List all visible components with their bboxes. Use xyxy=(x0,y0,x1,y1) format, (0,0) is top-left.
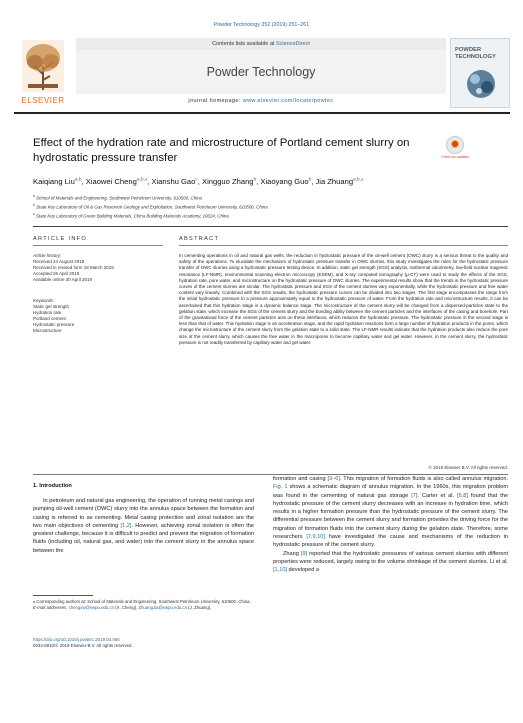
footnote-rule xyxy=(33,595,93,596)
contents-prefix: Contents lists available at xyxy=(212,41,276,47)
body-column-left xyxy=(33,497,254,555)
section-heading-introduction: 1. Introduction xyxy=(33,483,72,489)
masthead xyxy=(14,38,510,108)
history-line: Received 24 August 2018 xyxy=(33,258,85,264)
author-list: Kaiqiang Liu$^{a,b}$, Xiaowei Cheng$^{a,b,⁎}$, Xianshu Gao$^c$, Xingguo Zhang$^b$, Xiaoyang Guo$^b$, Jia Zhuang$^{a,b,⁎}$ xyxy=(33,177,364,186)
abstract-copyright: © 2019 Elsevier B.V. All rights reserved. xyxy=(428,465,508,470)
author-affil-sup: a,b xyxy=(74,177,82,183)
author-affil-sup: b xyxy=(308,177,312,183)
article-history xyxy=(33,253,114,283)
body-column-right xyxy=(273,475,508,575)
affiliations xyxy=(33,193,503,220)
citation-link[interactable]: [5,8] xyxy=(457,492,468,499)
keyword: Hydration rate xyxy=(33,309,62,315)
abstract-heading: ABSTRACT xyxy=(179,236,220,242)
email-line: E-mail addresses: chengxw@swpu.edu.cn (X. Cheng), ZhuangJia@swpu.edu.cn (J. Zhuang). xyxy=(33,605,212,610)
journal-name-box xyxy=(76,50,446,94)
abstract-text: In cementing operations in oil and natural gas wells, the reduction in hydrostatic pressure of the oil-well cement (OWC) slurry is a serious threat to the quality and safety of the operations. To elucidate the mechanism of hydrostatic pressure transfer in OWC slurries, this study investigates the rules for the hydrostatic pressure transfer of OWC slurries using a hydrostatic pressure testing device. In addition, static gel strength (SGS) analysis, isothermal calorimetry, low-field nuclear magnetic resonance (LF-NMR), environmental scanning electron microscopy (ESEM), and X-ray computed tomography (μ-CT) were used to study the effects of the SGS, hydration rate, pore water, and microstructure on the hydrostatic pressure of OWC slurries. The experimental results show that the trends in the hydrostatic pressure curves of the cement slurries are similar. The hydrostatic pressure and SGS of the cement slurries vary exponentially, while the hydrostatic pressure and free water content vary linearly. Combined with the SGS results, the hydrostatic pressure curves can be divided into two stages. The first stage encompasses the range from the initial hydrostatic pressure to a pressure approximately equal to the hydrostatic pressure of water. From the hydration rate and microstructure results, it can be ascertained that this hydration stage is a dynamic balance stage. The microstructure of the cement slurry will be changed from a dispersed-particles state to the gelation state, which increase the SGS of the cement slurry and the bonding ability between the cement particles and the interfaces of the casing and borehole. Part of the gravitational force of the cement particles acts on these interfaces, which reduces the hydrostatic pressure. The hydrostatic pressure in the second stage is less than that of water. This hydration stage is an acceleration stage, and the rapid hydration reactions form a large number of hydration products in the pores, which change the microstructure of the cement slurry from the gelation state to a solid state. The LF-NMR results indicate that the hydration products also reduce the pore size of the cement slurry, which causes the free water in the macropores to become capillary water and gel water. However, in the cement slurry, the hydrostatic pressure is not readily transferred by capillary water and gel water. xyxy=(179,253,508,345)
author-name[interactable]: Xianshu Gao xyxy=(151,177,196,186)
keywords xyxy=(33,298,74,333)
email-link[interactable]: ZhuangJia@swpu.edu.cn xyxy=(138,605,187,610)
article-title: Effect of the hydration rate and microstructure of Portland cement slurry on hydrostatic pressure transfer xyxy=(33,137,410,164)
body-text: . This migration of formation fluids is also called annulus migration. xyxy=(339,476,508,482)
keyword: Static gel strength xyxy=(33,303,70,309)
history-line: Available online 30 April 2019 xyxy=(33,276,92,282)
body-text: found that the hydrostatic pressure of the cement slurry decreases with an increase in hydration time, which results in a higher formation pressure than the hydrostatic pressure of the cement slurry. The differential pressure between the cement slurry and formation provides the driving force for the migration of formation fluids into the cement slurry during the gelation state. Therefore, some researchers xyxy=(273,492,508,541)
cover-art-icon xyxy=(461,65,501,103)
author-affil-sup: c xyxy=(195,177,198,183)
abstract-rule xyxy=(179,245,508,246)
crossmark-badge[interactable] xyxy=(440,136,470,166)
crossmark-label: Check for updates xyxy=(441,155,469,159)
journal-cover-thumbnail xyxy=(450,38,510,108)
homepage-link[interactable]: www.elsevier.com/locate/powtec xyxy=(242,98,334,104)
publisher-wordmark: ELSEVIER xyxy=(21,96,65,105)
article-info-rule xyxy=(33,245,163,246)
body-text: In petroleum and natural gas engineering, the operation of running metal casings and pumping oil-well cement (OWC) slurry into the annulus space between the formation and casing is referred to as cementing. Metal casing protection and zonal isolation are the two main objectives of cementing xyxy=(33,498,254,529)
author-affil-sup: a,b,⁎ xyxy=(136,177,148,183)
journal-reference: Powder Technology 352 (2019) 251–261 xyxy=(213,22,310,28)
article-info-heading: ARTICLE INFO xyxy=(33,236,88,242)
affiliation-line: $^a$ School of Materials and Engineering, Southwest Petroleum University, 610500, China xyxy=(33,194,203,201)
citation-link[interactable]: [1,10] xyxy=(273,567,287,574)
elsevier-logo xyxy=(14,38,72,108)
author-name[interactable]: Xiaoyang Guo xyxy=(260,177,309,186)
author-name[interactable]: Xiaowei Cheng xyxy=(85,177,137,186)
author-name[interactable]: Kaiqiang Liu xyxy=(33,177,75,186)
body-text: formation and casing xyxy=(273,476,328,482)
email-link[interactable]: chengxw@swpu.edu.cn xyxy=(68,605,115,610)
author-affil-sup: a,b,⁎ xyxy=(353,177,364,183)
keyword: Microstructure xyxy=(33,327,62,333)
body-text: reported that the hydrostatic pressures of various cement slurries with different properties were reduced, largely owing to the volume shrinkage of the cement slurries. Li et al. xyxy=(273,550,508,565)
sciencedirect-link[interactable]: ScienceDirect xyxy=(275,41,310,47)
author-name[interactable]: Jia Zhuang xyxy=(315,177,354,186)
author-name[interactable]: Xingguo Zhang xyxy=(202,177,254,186)
body-text: have investigated the cause and mechanisms of the reduction in hydrostatic pressure of the cement slurry. xyxy=(273,534,508,549)
citation-link[interactable]: [1,2] xyxy=(120,522,132,529)
crossmark-icon xyxy=(446,136,464,154)
body-paragraph xyxy=(33,497,254,555)
body-text: Zhang xyxy=(283,550,301,557)
body-text: developed a xyxy=(287,567,320,574)
citation-link[interactable]: [7] xyxy=(411,492,418,499)
citation-link[interactable]: [3–6] xyxy=(327,476,340,482)
affiliation-line: $^b$ State Key Laboratory of Oil & Gas Reservoir Geology and Exploitation, Southwest Petroleum University, 610500, China xyxy=(33,202,268,210)
doi-block xyxy=(33,637,253,649)
homepage-prefix: journal homepage: xyxy=(188,98,243,104)
citation-link[interactable]: [7,9,10] xyxy=(306,534,325,541)
masthead-rule xyxy=(14,112,510,114)
body-paragraph xyxy=(273,550,508,575)
contents-line xyxy=(76,38,446,50)
corresponding-author-footnote xyxy=(33,599,253,611)
journal-homepage xyxy=(76,94,446,108)
cover-title: POWDER TECHNOLOGY xyxy=(455,47,496,60)
elsevier-tree-icon xyxy=(22,40,64,92)
corresponding-line: ⁎ Corresponding authors at: School of Materials and Engineering, Southwest Petroleum University, 610500, China. xyxy=(33,599,251,604)
masthead-center xyxy=(76,38,446,108)
body-text: . However, achieving zonal isolation is often the greatest challenge, because it is difficult to predict and prevent the migration of formation fluids (including oil, natural gas, and water) into the cement slurry in the annulus space between the xyxy=(33,522,254,554)
header-divider xyxy=(33,226,508,227)
keywords-label: Keywords: xyxy=(33,298,55,303)
keyword: Portland cement xyxy=(33,315,66,321)
body-paragraph xyxy=(273,475,508,550)
issn-line: 0032-5910/© 2019 Elsevier B.V. All rights reserved. xyxy=(33,643,133,648)
history-line: Received in revised form 18 March 2019 xyxy=(33,264,114,270)
citation-link[interactable]: [9] xyxy=(300,550,308,557)
author-affil-sup: b xyxy=(253,177,257,183)
body-text: shows a schematic diagram of annulus migration. In the 1960s, this migration problem was found in the cementing of natural gas storage xyxy=(273,484,508,499)
affiliation-line: $^c$ State Key Laboratory of Green Building Materials, China Building Materials Academy, 10024, China xyxy=(33,211,229,219)
citation-link[interactable]: Fig. 1 xyxy=(273,484,288,491)
history-line: Accepted 26 April 2019 xyxy=(33,270,80,276)
keyword: Hydrostatic pressure xyxy=(33,321,75,327)
body-text: . Carter et al. xyxy=(417,492,458,499)
doi-link[interactable]: https://doi.org/10.1016/j.powtec.2019.04.066 xyxy=(33,637,120,642)
history-label: Article history: xyxy=(33,253,62,258)
journal-name: Powder Technology xyxy=(206,65,316,79)
